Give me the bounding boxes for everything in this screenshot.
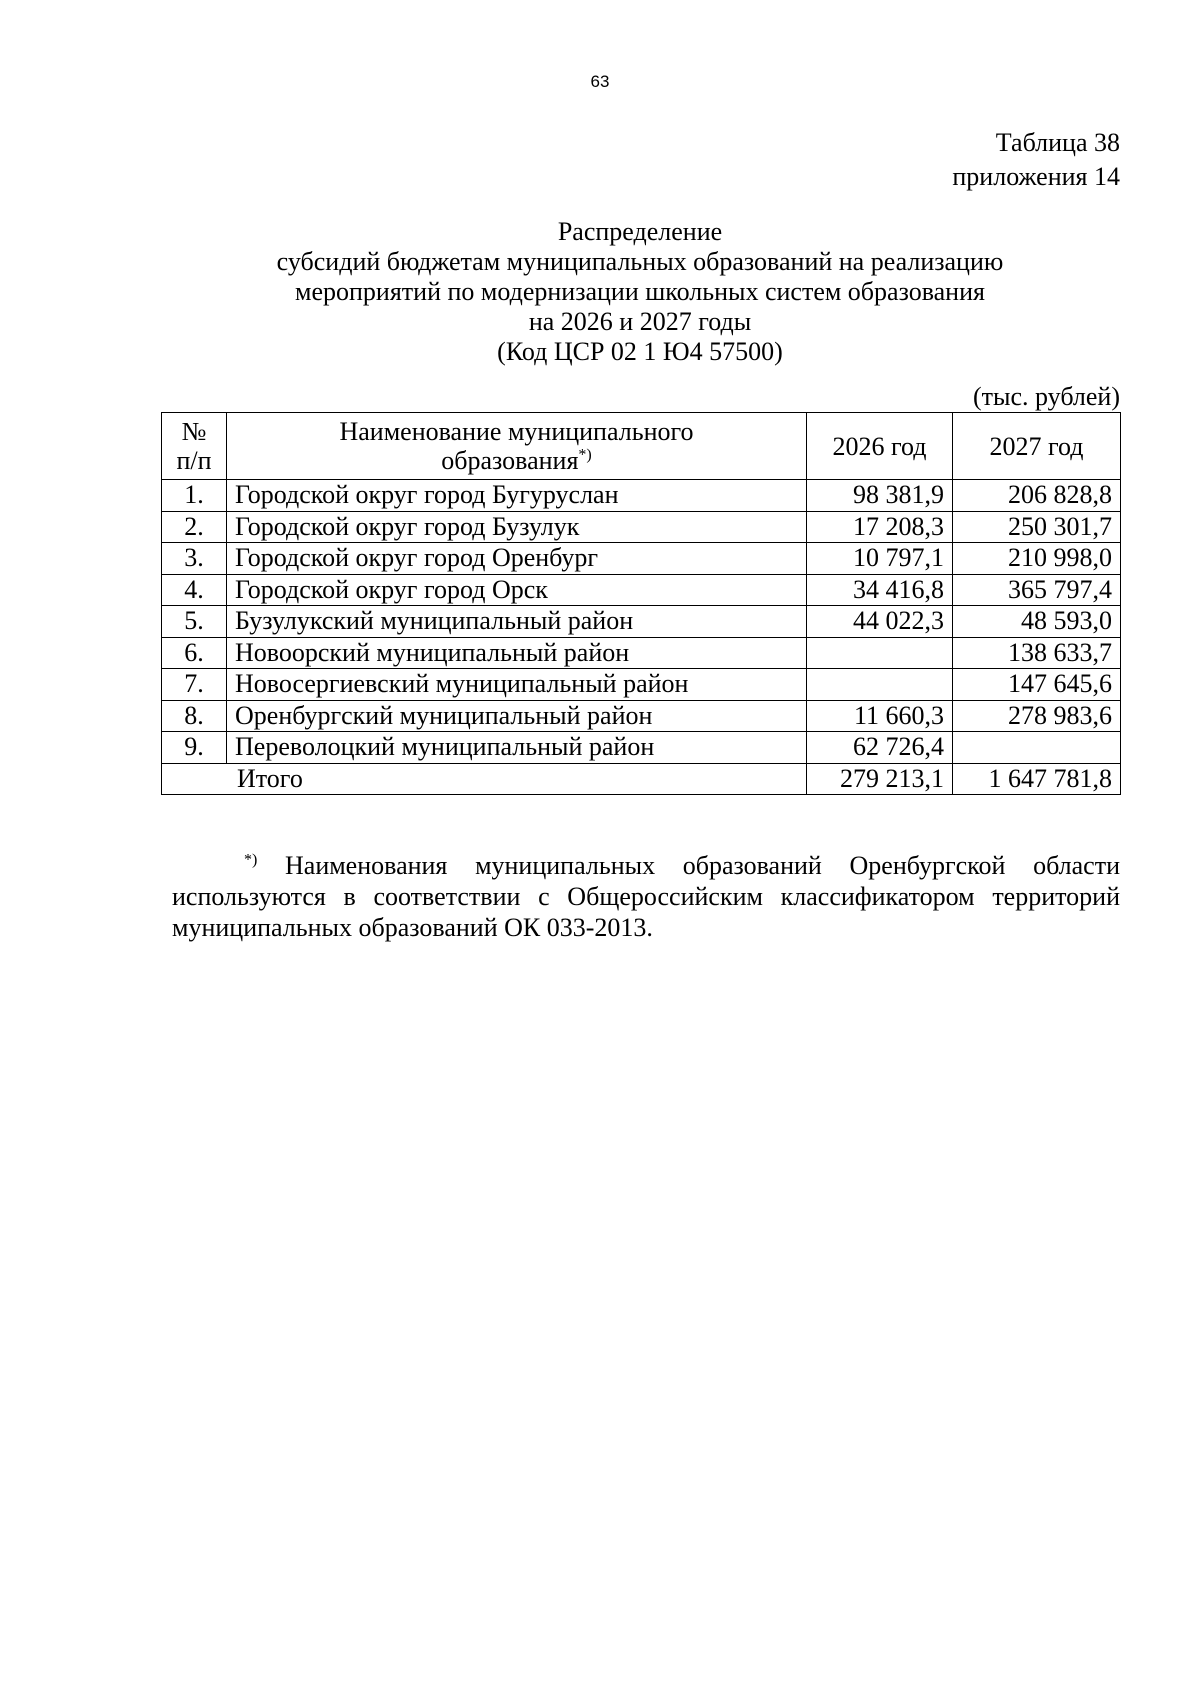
row-value-2027: 210 998,0 (953, 543, 1121, 575)
row-value-2027: 147 645,6 (953, 669, 1121, 701)
row-value-2027 (953, 732, 1121, 764)
header-number (162, 413, 227, 480)
title-line1: Распределение (557, 217, 723, 246)
title-line2: субсидий бюджетам муниципальных образований на реализацию (276, 247, 1004, 276)
table-row (162, 480, 1121, 512)
row-value-2026: 34 416,8 (807, 574, 953, 606)
row-municipality-name: Городской округ город Орск (227, 574, 807, 606)
table-row (162, 732, 1121, 764)
row-municipality-name: Бузулукский муниципальный район (227, 606, 807, 638)
row-number: 1. (162, 480, 227, 512)
footnote-mark: *) (244, 851, 258, 869)
row-value-2027: 250 301,7 (953, 511, 1121, 543)
row-value-2026: 17 208,3 (807, 511, 953, 543)
table-row (162, 511, 1121, 543)
row-municipality-name: Городской округ город Бузулук (227, 511, 807, 543)
row-value-2026: 44 022,3 (807, 606, 953, 638)
header-2027: 2027 год (953, 413, 1121, 480)
distribution-table (161, 412, 1121, 795)
row-value-2027: 278 983,6 (953, 700, 1121, 732)
row-number: 9. (162, 732, 227, 764)
title-line3: мероприятий по модернизации школьных систем образования (295, 277, 985, 306)
total-value-2026: 279 213,1 (807, 763, 953, 795)
row-value-2027: 365 797,4 (953, 574, 1121, 606)
row-municipality-name: Новосергиевский муниципальный район (227, 669, 807, 701)
title-line4: на 2026 и 2027 годы (528, 307, 752, 336)
table-row (162, 574, 1121, 606)
row-value-2026: 11 660,3 (807, 700, 953, 732)
total-value-2027: 1 647 781,8 (953, 763, 1121, 795)
row-number: 7. (162, 669, 227, 701)
header-name (227, 413, 807, 480)
row-value-2026 (807, 669, 953, 701)
title-line5: (Код ЦСР 02 1 Ю4 57500) (497, 337, 783, 366)
page-number: 63 (590, 72, 610, 91)
row-number: 2. (162, 511, 227, 543)
footnote-text: Наименования муниципальных образований Оренбургской области используются в соответствии с Общероссийским классификатором территорий муниципальных образований ОК 033-2013. (172, 851, 1120, 942)
row-municipality-name: Городской округ город Бугуруслан (227, 480, 807, 512)
table-reference-line2: приложения 14 (952, 162, 1120, 191)
table-total-row (162, 763, 1121, 795)
table-reference-line1: Таблица 38 (995, 128, 1120, 157)
row-municipality-name: Городской округ город Оренбург (227, 543, 807, 575)
footnote (172, 850, 1120, 943)
row-municipality-name: Новоорский муниципальный район (227, 637, 807, 669)
table-row (162, 606, 1121, 638)
document-title (160, 217, 1120, 367)
header-number-line2: п/п (176, 446, 212, 475)
table-row (162, 543, 1121, 575)
row-value-2026: 10 797,1 (807, 543, 953, 575)
row-municipality-name: Оренбургский муниципальный район (227, 700, 807, 732)
units-label: (тыс. рублей) (972, 382, 1120, 411)
row-value-2027: 206 828,8 (953, 480, 1121, 512)
row-value-2026: 98 381,9 (807, 480, 953, 512)
total-label: Итого (162, 763, 807, 795)
row-value-2026 (807, 637, 953, 669)
table-row (162, 669, 1121, 701)
table-row (162, 637, 1121, 669)
table-row (162, 700, 1121, 732)
header-number-line1: № (181, 417, 207, 446)
table-reference (952, 126, 1120, 194)
header-name-line2: образования (441, 446, 579, 475)
header-name-line1: Наименование муниципального (339, 417, 694, 446)
row-value-2027: 48 593,0 (953, 606, 1121, 638)
table-header-row (162, 413, 1121, 480)
row-number: 4. (162, 574, 227, 606)
row-number: 3. (162, 543, 227, 575)
header-2026: 2026 год (807, 413, 953, 480)
row-value-2026: 62 726,4 (807, 732, 953, 764)
row-municipality-name: Переволоцкий муниципальный район (227, 732, 807, 764)
row-number: 8. (162, 700, 227, 732)
row-number: 5. (162, 606, 227, 638)
row-number: 6. (162, 637, 227, 669)
row-value-2027: 138 633,7 (953, 637, 1121, 669)
header-name-footnote-mark: *) (578, 446, 592, 464)
